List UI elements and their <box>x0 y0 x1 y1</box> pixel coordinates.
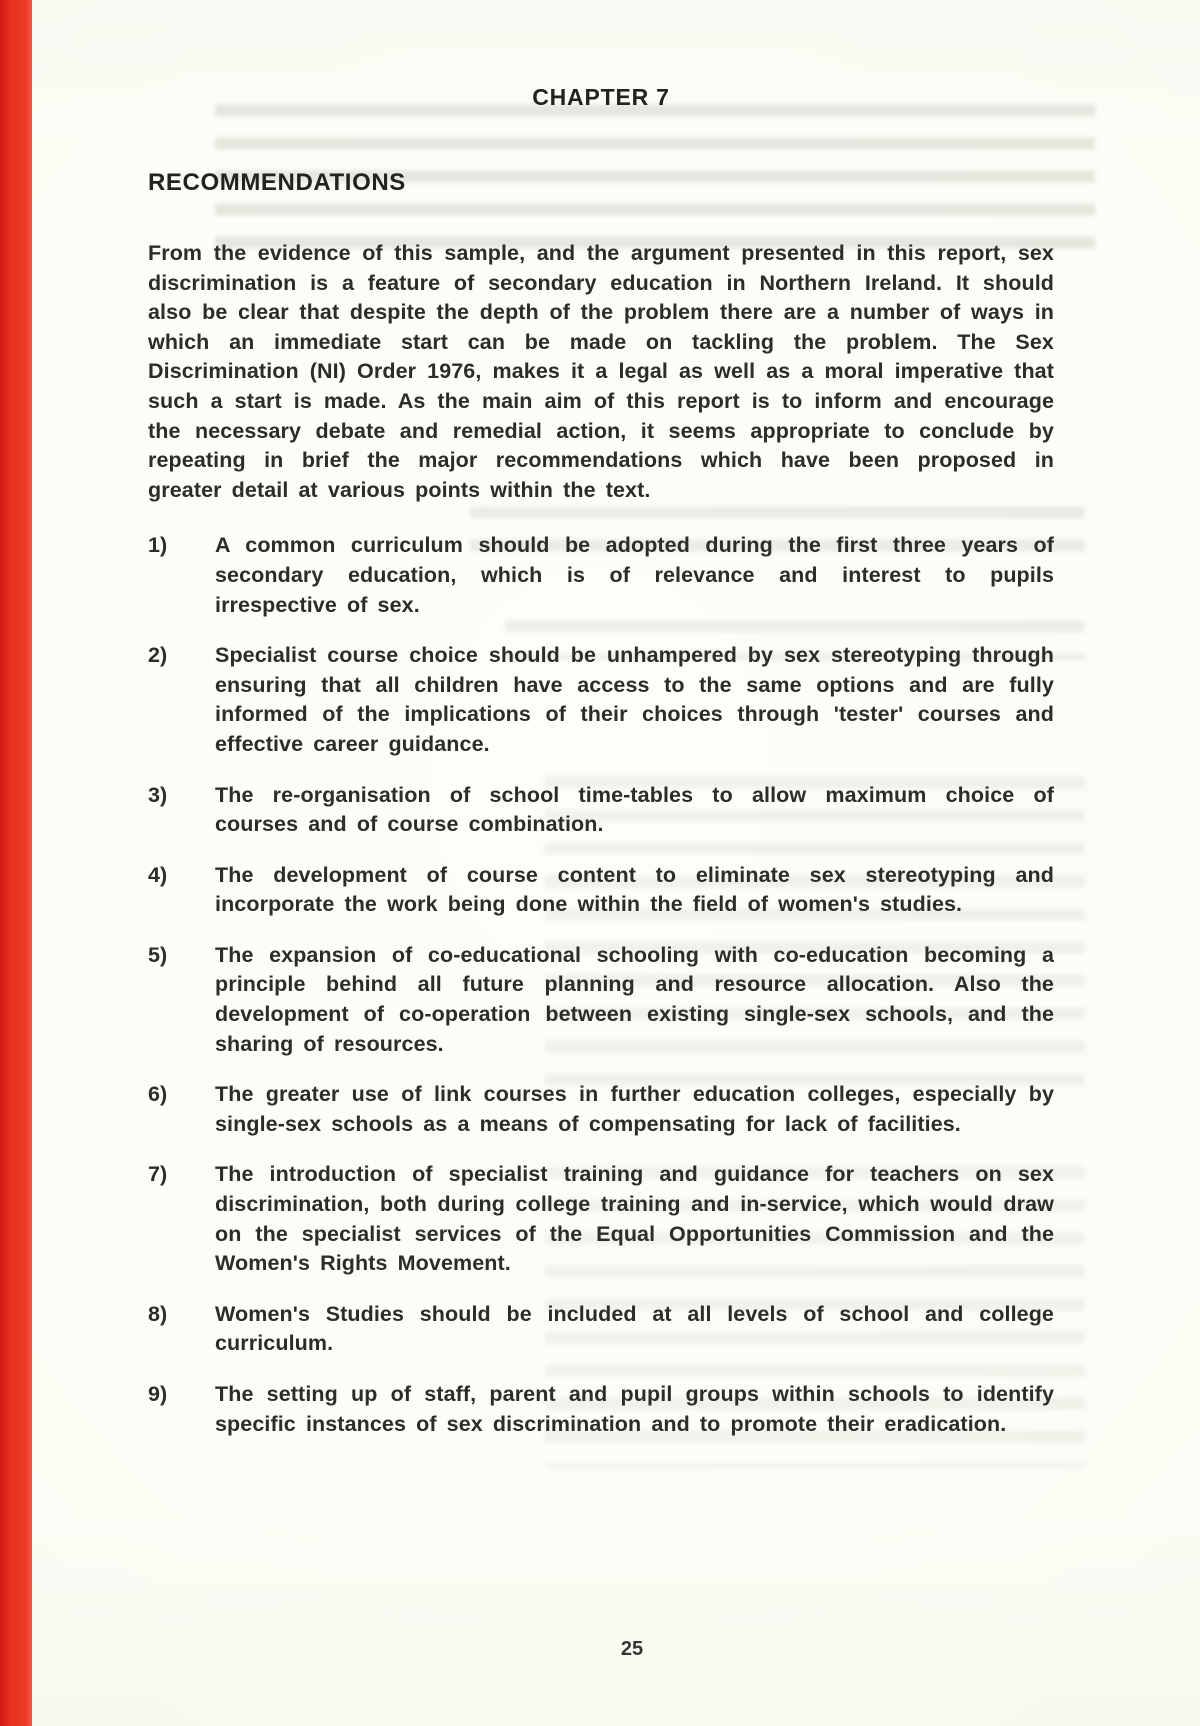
item-number: 1) <box>148 533 168 558</box>
item-number: 7) <box>148 1162 168 1187</box>
list-item <box>148 1380 1054 1439</box>
book-edge-red-stripe <box>0 0 32 1726</box>
list-item <box>148 1080 1054 1139</box>
list-item <box>148 641 1054 759</box>
item-text: The introduction of specialist training and guidance for teachers on sex discrimination, both during college training and in-service, which would draw on the specialist services of the Equal Opportunities Commission and the Women's Rights Movement. <box>215 1162 1054 1276</box>
item-text: The setting up of staff, parent and pupil groups within schools to identify specific instances of sex discrimination and to promote their eradication. <box>215 1382 1054 1436</box>
section-heading: RECOMMENDATIONS <box>148 169 406 196</box>
page-number: 25 <box>620 1638 644 1660</box>
item-text: The development of course content to eliminate sex stereotyping and incorporate the work being done within the field of women's studies. <box>215 862 1054 917</box>
item-text: A common curriculum should be adopted during the first three years of secondary education, which is of relevance and interest to pupils irrespective of sex. <box>215 533 1054 617</box>
item-text: The re-organisation of school time-tables to allow maximum choice of courses and of course combination. <box>215 782 1054 837</box>
item-number: 5) <box>148 942 168 967</box>
item-text: Specialist course choice should be unhampered by sex stereotyping through ensuring that all children have access to the same options and are fully informed of the implications of their choices through 'tester' courses and effective career guidance. <box>215 643 1054 756</box>
item-number: 9) <box>148 1382 168 1406</box>
list-item <box>148 1160 1054 1278</box>
item-number: 4) <box>148 862 168 887</box>
list-item <box>148 1300 1054 1359</box>
item-text: The greater use of link courses in further education colleges, especially by single-sex schools as a means of compensating for lack of facilities. <box>215 1082 1054 1136</box>
list-item <box>148 941 1054 1059</box>
list-item <box>148 861 1054 920</box>
intro-paragraph: From the evidence of this sample, and the argument presented in this report, sex discrimination is a feature of secondary education in Northern Ireland. It should also be clear that despite the depth of the problem there are a number of ways in which an immediate start can be made on tackling the problem. The Sex Discrimination (NI) Order 1976, makes it a legal as well as a moral imperative that such a start is made. As the main aim of this report is to inform and encourage the necessary debate and remedial action, it seems appropriate to conclude by repeating in brief the major recommendations which have been proposed in greater detail at various points within the text. <box>148 241 1054 502</box>
list-item <box>148 531 1054 620</box>
item-number: 8) <box>148 1301 168 1326</box>
item-number: 6) <box>148 1082 168 1107</box>
item-number: 2) <box>148 643 168 668</box>
item-text: The expansion of co-educational schooling with co-education becoming a principle behind all future planning and resource allocation. Also the development of co-operation between existing single-sex schools, and the sharing of resources. <box>215 942 1054 1056</box>
item-number: 3) <box>148 782 168 807</box>
chapter-heading: CHAPTER 7 <box>532 84 670 110</box>
page-content <box>148 84 1054 1460</box>
recommendations-list <box>148 531 1054 1439</box>
item-text: Women's Studies should be included at all levels of school and college curriculum. <box>215 1301 1054 1356</box>
list-item <box>148 781 1054 840</box>
